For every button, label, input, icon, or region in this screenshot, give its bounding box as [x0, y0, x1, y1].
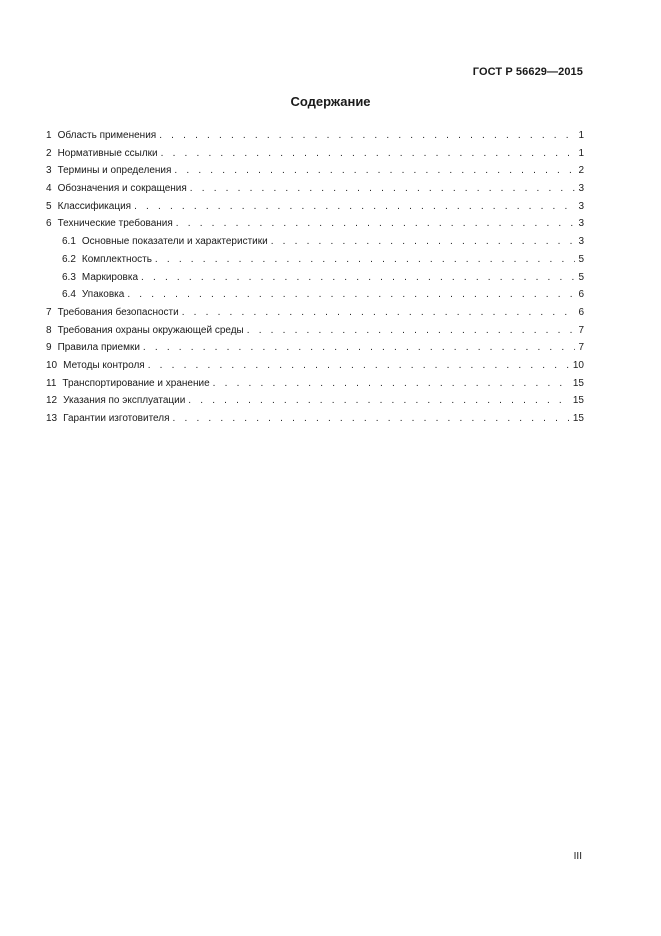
toc-entry-title: Маркировка — [81, 271, 139, 283]
toc-title: Содержание — [290, 94, 371, 109]
toc-entry-page: 6 — [578, 306, 584, 318]
toc-entry-page: 15 — [572, 413, 584, 424]
toc-entry-number: 6.4 — [62, 289, 76, 301]
toc-entry-1[interactable] — [46, 127, 584, 145]
toc-entry-page: 3 — [578, 218, 584, 230]
toc-entry-number: 6.3 — [62, 271, 76, 283]
toc-entry-number: 5 — [46, 200, 52, 212]
toc-entry-2[interactable] — [46, 145, 584, 163]
toc-entry-page: 2 — [578, 165, 584, 177]
toc-entry-page: 6 — [578, 289, 584, 301]
toc-entry-title: Гарантии изготовителя — [63, 413, 170, 424]
toc-entry-title: Указания по эксплуатации — [63, 395, 186, 407]
toc-entry-11[interactable] — [46, 375, 584, 393]
toc-entry-3[interactable] — [46, 162, 584, 180]
toc-entry-page: 10 — [572, 359, 584, 371]
toc-leader-dots — [148, 357, 570, 375]
toc-entry-6-2[interactable] — [46, 251, 584, 269]
toc-entry-title: Классификация — [57, 200, 132, 212]
toc-entry-number: 6 — [46, 218, 52, 230]
toc-entry-6-4[interactable] — [46, 286, 584, 304]
toc-entry-title: Требования безопасности — [57, 306, 179, 318]
toc-entry-page: 15 — [572, 377, 584, 389]
toc-entry-page: 5 — [578, 271, 584, 283]
toc-entry-page: 5 — [578, 253, 584, 265]
toc-entry-6-1[interactable] — [46, 233, 584, 251]
toc-leader-dots — [127, 286, 575, 304]
toc-entry-number: 6.2 — [62, 253, 76, 265]
standard-code: ГОСТ Р 56629—2015 — [472, 66, 583, 78]
toc-entry-title: Область применения — [57, 130, 157, 141]
toc-entry-5[interactable] — [46, 198, 584, 216]
toc-entry-10[interactable] — [46, 357, 584, 375]
toc-entry-number: 10 — [46, 359, 58, 371]
toc-entry-page: 7 — [578, 342, 584, 354]
toc-entry-number: 7 — [46, 306, 52, 318]
toc-leader-dots — [176, 215, 576, 233]
toc-leader-dots — [161, 145, 576, 163]
toc-entry-page: 7 — [578, 324, 584, 336]
toc-entry-title: Основные показатели и характеристики — [81, 236, 268, 248]
toc-leader-dots — [190, 180, 576, 198]
toc-entry-title: Методы контроля — [63, 359, 145, 371]
toc-entry-title: Нормативные ссылки — [57, 147, 158, 159]
toc-entry-number: 12 — [46, 395, 58, 407]
toc-leader-dots — [247, 322, 576, 340]
toc-entry-title: Обозначения и сокращения — [57, 183, 187, 195]
toc-leader-dots — [188, 392, 570, 410]
toc-entry-number: 4 — [46, 183, 52, 195]
toc-entry-4[interactable] — [46, 180, 584, 198]
toc-entry-number: 2 — [46, 147, 52, 159]
toc-leader-dots — [155, 251, 576, 269]
toc-entry-number: 1 — [46, 130, 52, 141]
toc-entry-number: 11 — [46, 377, 57, 389]
toc-entry-title: Технические требования — [57, 218, 173, 230]
toc-leader-dots — [271, 233, 576, 251]
table-of-contents — [46, 127, 584, 428]
toc-entry-page: 3 — [578, 236, 584, 248]
toc-entry-12[interactable] — [46, 392, 584, 410]
toc-entry-number: 6.1 — [62, 236, 76, 248]
toc-entry-title: Правила приемки — [57, 342, 140, 354]
toc-entry-title: Требования охраны окружающей среды — [57, 324, 244, 336]
toc-entry-number: 13 — [46, 413, 58, 424]
toc-leader-dots — [159, 127, 575, 145]
page-number: III — [573, 851, 582, 862]
toc-entry-page: 15 — [572, 395, 584, 407]
toc-leader-dots — [141, 269, 575, 287]
toc-entry-13[interactable] — [46, 410, 584, 428]
toc-entry-7[interactable] — [46, 304, 584, 322]
toc-entry-title: Упаковка — [81, 289, 125, 301]
toc-entry-page: 3 — [578, 200, 584, 212]
toc-leader-dots — [173, 410, 570, 428]
toc-entry-title: Транспортирование и хранение — [62, 377, 210, 389]
toc-leader-dots — [174, 162, 575, 180]
toc-entry-title: Термины и определения — [57, 165, 172, 177]
toc-entry-title: Комплектность — [81, 253, 152, 265]
toc-entry-number: 3 — [46, 165, 52, 177]
toc-entry-9[interactable] — [46, 339, 584, 357]
toc-leader-dots — [143, 339, 576, 357]
toc-leader-dots — [134, 198, 575, 216]
toc-entry-page: 3 — [578, 183, 584, 195]
toc-entry-6[interactable] — [46, 215, 584, 233]
toc-entry-number: 8 — [46, 324, 52, 336]
toc-entry-page: 1 — [578, 130, 584, 141]
toc-entry-page: 1 — [578, 147, 584, 159]
toc-entry-8[interactable] — [46, 322, 584, 340]
toc-leader-dots — [213, 375, 570, 393]
toc-leader-dots — [182, 304, 576, 322]
toc-entry-6-3[interactable] — [46, 269, 584, 287]
toc-entry-number: 9 — [46, 342, 52, 354]
